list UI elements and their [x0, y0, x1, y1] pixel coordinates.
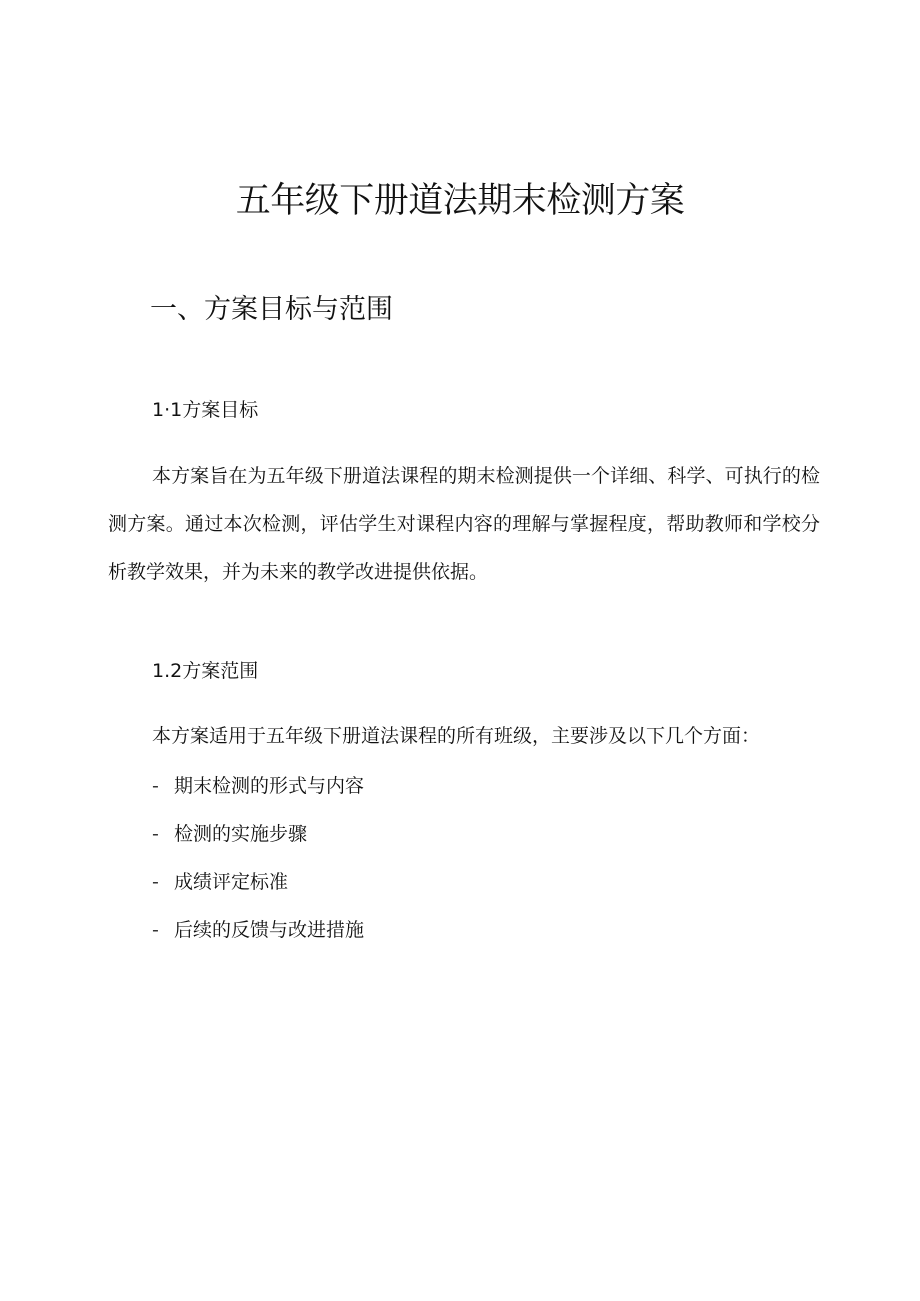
scope-list [152, 762, 364, 954]
list-item-text: 检测的实施步骤 [174, 823, 308, 845]
list-item [152, 906, 364, 954]
list-item-text: 成绩评定标准 [174, 871, 289, 893]
list-item [152, 762, 364, 810]
list-item-text: 期末检测的形式与内容 [174, 775, 365, 797]
goal-paragraph: 本方案旨在为五年级下册道法课程的期末检测提供一个详细、科学、可执行的检测方案。通过本次检测，评估学生对课程内容的理解与掌握程度，帮助教师和学校分析教学效果，并为未来的教学改进提供依据。 [108, 465, 820, 583]
list-dash: - [152, 871, 159, 893]
list-item-text: 后续的反馈与改进措施 [174, 919, 365, 941]
subsection-heading-goal: 1·1方案目标 [152, 399, 259, 421]
list-dash: - [152, 919, 159, 941]
document-title: 五年级下册道法期末检测方案 [235, 181, 685, 221]
section-heading: 一、方案目标与范围 [150, 294, 393, 325]
list-item [152, 858, 364, 906]
list-dash: - [152, 775, 159, 797]
list-item [152, 810, 364, 858]
scope-paragraph: 本方案适用于五年级下册道法课程的所有班级，主要涉及以下几个方面： [152, 725, 761, 747]
list-dash: - [152, 823, 159, 845]
subsection-heading-scope: 1.2方案范围 [152, 660, 259, 682]
